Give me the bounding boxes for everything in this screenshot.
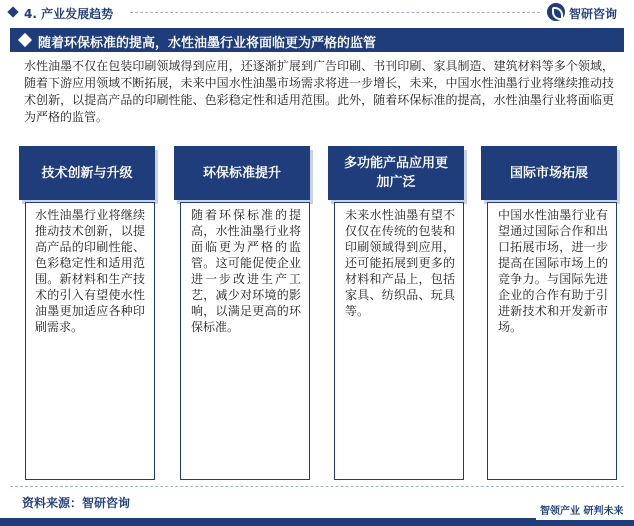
- card-text: 未来水性油墨有望不仅仅在传统的包装和印刷领域得到应用，还可能拓展到更多的材料和产品上，包括家具、纺织品、玩具等。: [345, 208, 455, 318]
- logo-icon: [547, 3, 565, 21]
- title-banner: [10, 28, 624, 52]
- footer-brand: [536, 504, 634, 520]
- diamond-icon: [7, 6, 18, 17]
- page-title: 随着环保标准的提高，水性油墨行业将面临更为严格的监管: [38, 36, 377, 51]
- card-text: 中国水性油墨行业有望通过国际合作和出口拓展市场，进一步提高在国际市场上的竞争力。与国际先进企业的合作有助于引进新技术和开发新市场。: [498, 208, 608, 334]
- logo-text: 智研咨询: [569, 7, 618, 21]
- top-bar: [0, 0, 634, 26]
- card-text: 水性油墨行业将继续推动技术创新，以提高产品的印刷性能、色彩稳定性和适用范围。新材料和生产技术的引入有望使水性油墨更加适应各种印刷需求。: [35, 208, 145, 334]
- card-header-multifunction-products: [328, 146, 464, 200]
- card-title: 多功能产品应用更加广泛: [343, 156, 448, 190]
- divider: [130, 12, 540, 13]
- card-text: 随着环保标准的提高，水性油墨行业将面临更为严格的监管。这可能促使企业进一步改进生产工艺，减少对环境的影响，以满足更高的环保标准。: [191, 208, 301, 334]
- card-title: 环保标准提升: [202, 165, 281, 181]
- card-title: 技术创新与升级: [41, 165, 133, 181]
- divider: [10, 486, 624, 487]
- card-title: 国际市场拓展: [509, 165, 588, 181]
- source-note: 资料来源：智研咨询: [22, 496, 131, 510]
- footer-brand-left: 智领产业: [540, 506, 580, 517]
- card-header-environmental-standards: [174, 146, 310, 200]
- card-header-tech-innovation: [19, 146, 155, 200]
- intro-paragraph: 水性油墨不仅在包装印刷领域得到应用，还逐渐扩展到广告印刷、书刊印刷、家具制造、建筑材料等多个领域，随着下游应用领域不断拓展，未来中国水性油墨市场需求将进一步增长，未来，中国水性油墨行业将继续推动技术创新，以提高产品的印刷性能、色彩稳定性和适用范围。此外，随着环保标准的提高，水性油墨行业将面临更为严格的监管。: [24, 59, 614, 124]
- footer-brand-right: 研判未来: [583, 506, 624, 517]
- section-title: 4. 产业发展趋势: [24, 7, 114, 21]
- diamond-icon: [18, 33, 32, 47]
- card-header-international-market: [481, 146, 617, 200]
